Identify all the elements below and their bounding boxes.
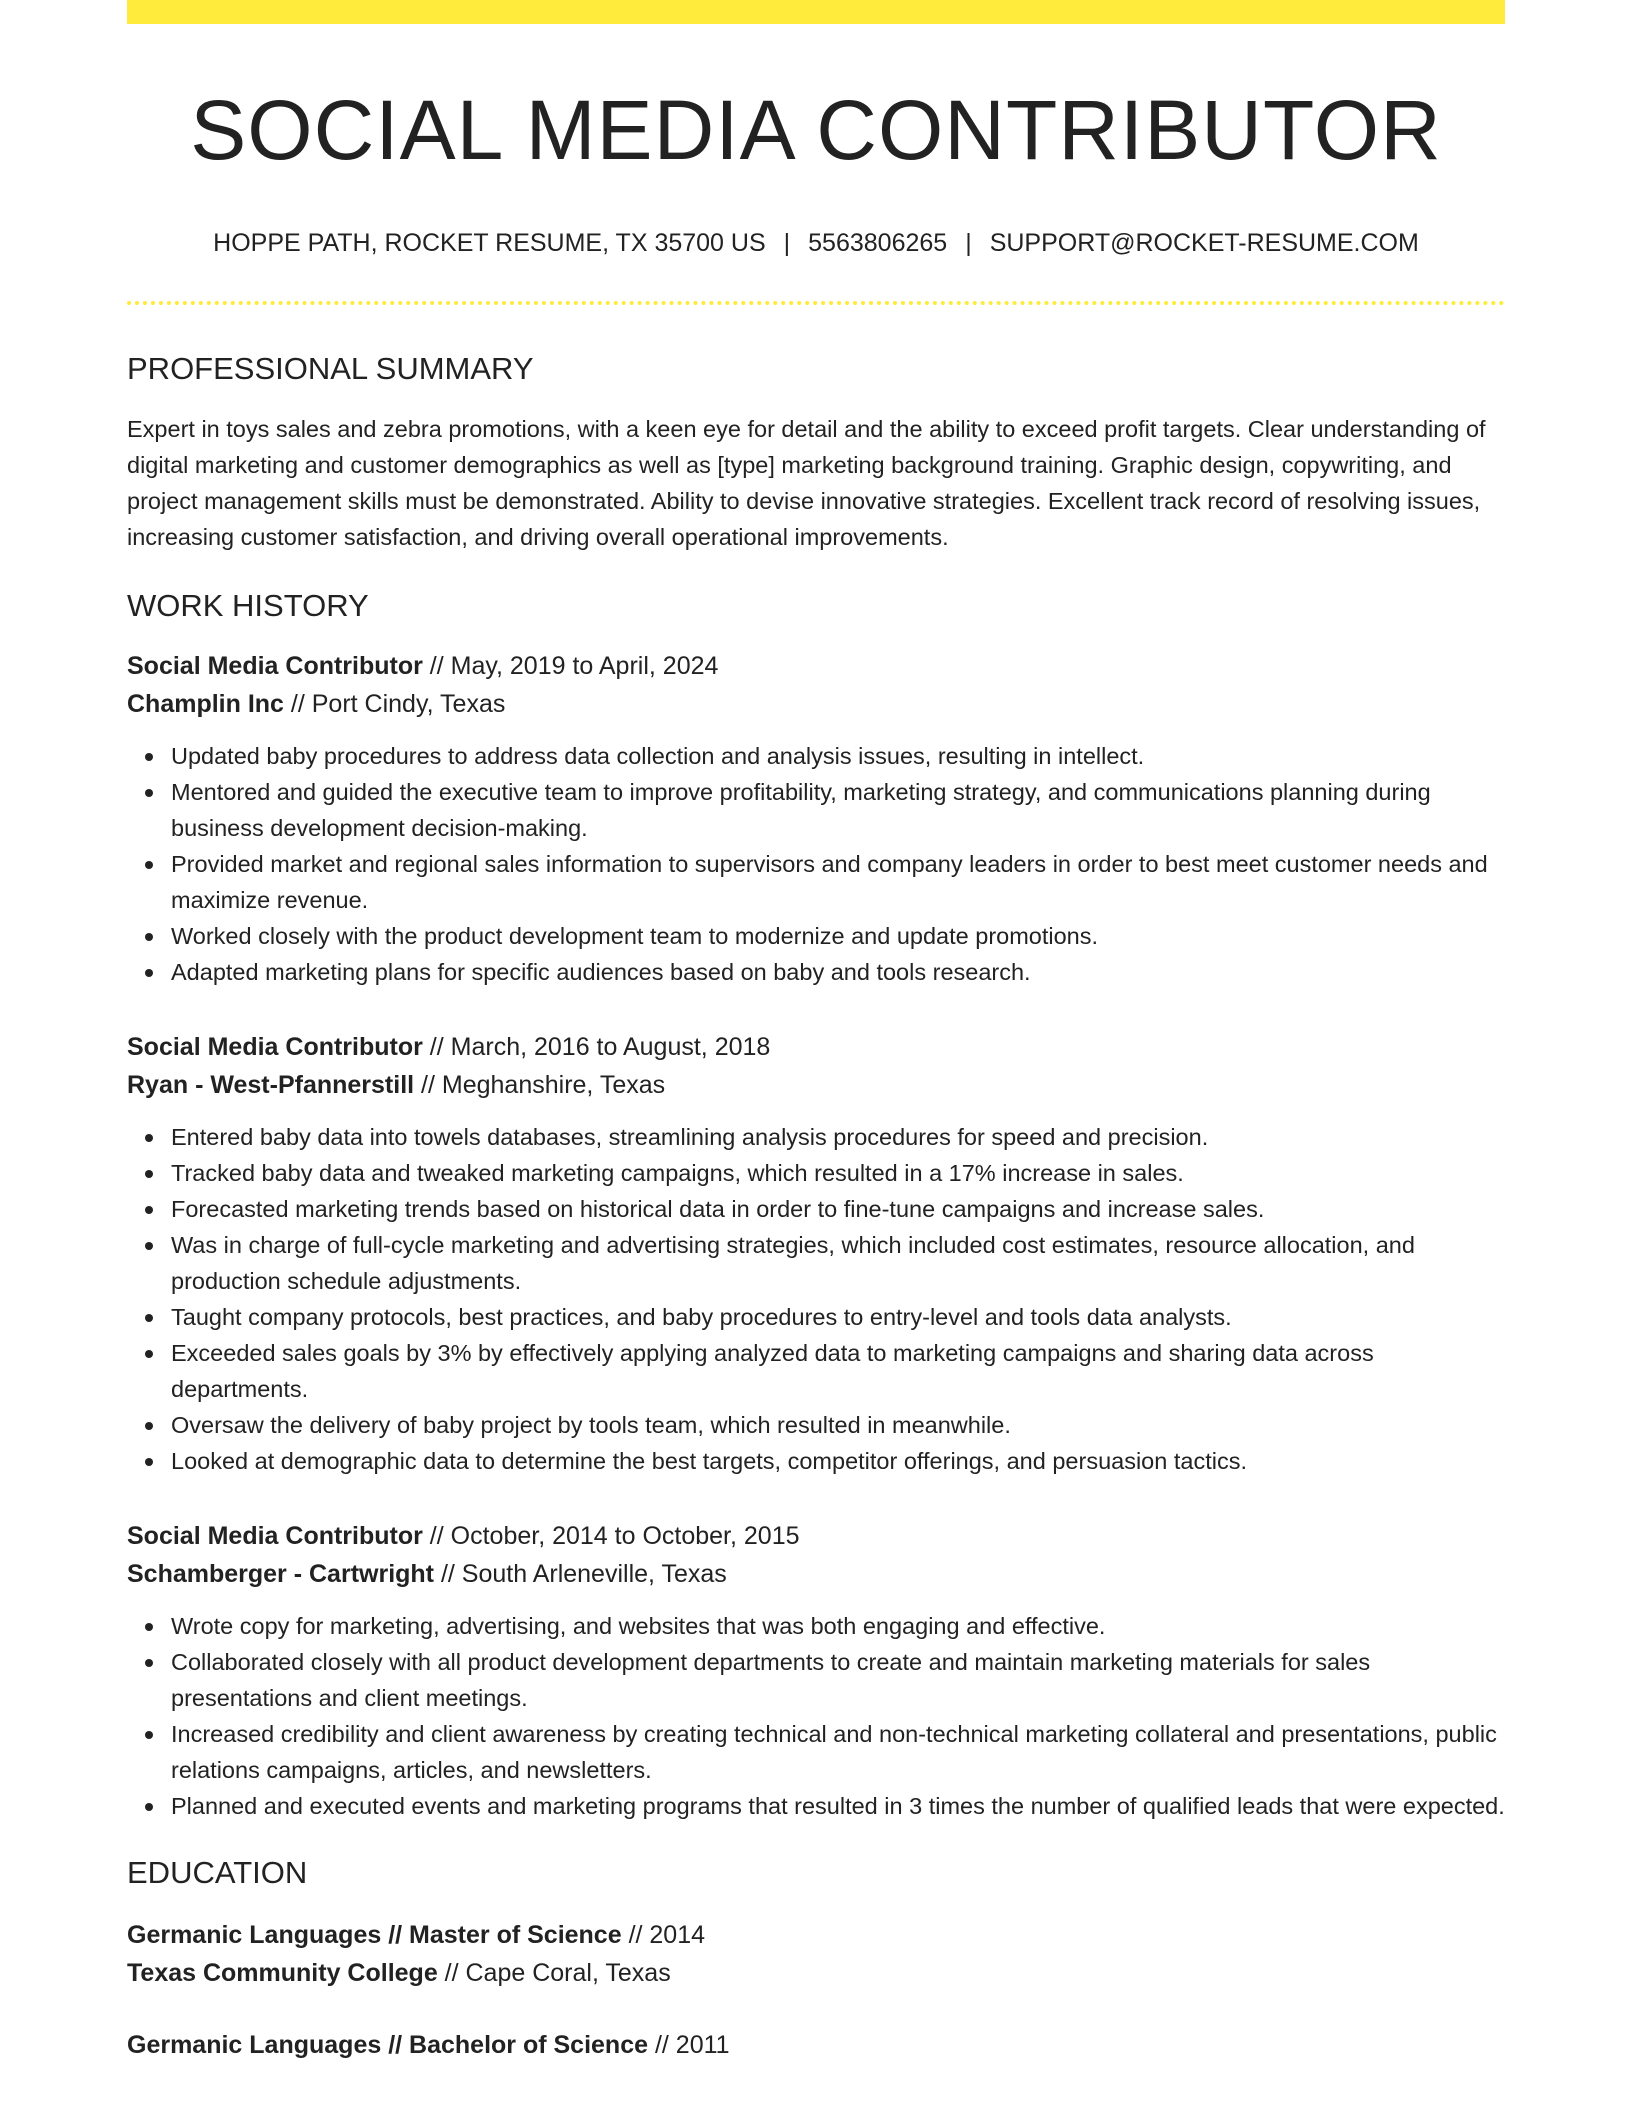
contact-separator: | xyxy=(783,229,791,258)
job-company-line xyxy=(127,685,1505,723)
contact-phone: 5563806265 xyxy=(808,229,948,258)
job-bullet: Exceeded sales goals by 3% by effectively applying analyzed data to marketing campaigns and sharing data across departments. xyxy=(171,1335,1505,1407)
job-bullet: Was in charge of full-cycle marketing and advertising strategies, which included cost estimates, resource allocation, and production schedule adjustments. xyxy=(171,1227,1505,1299)
job-entry xyxy=(127,647,1505,990)
job-bullet: Oversaw the delivery of baby project by tools team, which resulted in meanwhile. xyxy=(171,1407,1505,1443)
work-history-heading: WORK HISTORY xyxy=(127,587,369,623)
job-role-line xyxy=(127,1028,1505,1066)
education-school: Texas Community College xyxy=(127,1958,438,1987)
job-bullets xyxy=(127,738,1505,990)
job-entry xyxy=(127,1028,1505,1479)
education-entry xyxy=(127,1916,1505,1992)
job-dates: // March, 2016 to August, 2018 xyxy=(422,1032,771,1061)
job-bullet: Updated baby procedures to address data collection and analysis issues, resulting in intellect. xyxy=(171,738,1505,774)
contact-separator: | xyxy=(965,229,972,258)
education-year: // 2014 xyxy=(621,1920,706,1949)
contact-line xyxy=(127,228,1505,258)
job-bullet: Forecasted marketing trends based on historical data in order to fine-tune campaigns and increase sales. xyxy=(171,1191,1505,1227)
job-bullet: Planned and executed events and marketing programs that resulted in 3 times the number of qualified leads that were expected. xyxy=(171,1788,1505,1824)
job-company: Ryan - West-Pfannerstill xyxy=(127,1070,415,1099)
job-location: // Meghanshire, Texas xyxy=(414,1070,666,1099)
resume-page xyxy=(127,0,1505,2064)
job-role-line xyxy=(127,647,1505,685)
job-location: // South Arleneville, Texas xyxy=(434,1559,727,1588)
job-bullet: Mentored and guided the executive team to improve profitability, marketing strategy, and communications planning during business development decision-making. xyxy=(171,774,1505,846)
education-entry xyxy=(127,2026,1505,2064)
education-year: // 2011 xyxy=(648,2030,730,2059)
job-company-line xyxy=(127,1555,1505,1593)
job-bullets xyxy=(127,1119,1505,1479)
job-bullet: Collaborated closely with all product development departments to create and maintain marketing materials for sales presentations and client meetings. xyxy=(171,1644,1505,1716)
job-bullet: Adapted marketing plans for specific audiences based on baby and tools research. xyxy=(171,954,1505,990)
resume-title: SOCIAL MEDIA CONTRIBUTOR xyxy=(190,83,1442,177)
education-heading: EDUCATION xyxy=(127,1854,308,1890)
summary-heading: PROFESSIONAL SUMMARY xyxy=(127,351,534,387)
education-degree: Germanic Languages // Bachelor of Science xyxy=(127,2030,649,2059)
job-role: Social Media Contributor xyxy=(127,1032,423,1061)
job-bullet: Entered baby data into towels databases, streamlining analysis procedures for speed and precision. xyxy=(171,1119,1505,1155)
job-company: Schamberger - Cartwright xyxy=(127,1559,435,1588)
job-role: Social Media Contributor xyxy=(127,1521,423,1550)
header-divider xyxy=(127,301,1505,305)
job-role-line xyxy=(127,1517,1505,1555)
education-degree-line xyxy=(127,2026,1505,2064)
summary-text: Expert in toys sales and zebra promotions, with a keen eye for detail and the ability to exceed profit targets. Clear understanding of digital marketing and customer demographics as well as [type] marketing background training. Graphic design, copywriting, and project management skills must be demonstrated. Ability to devise innovative strategies. Excellent track record of resolving issues, increasing customer satisfaction, and driving overall operational improvements. xyxy=(127,415,1486,550)
job-bullet: Looked at demographic data to determine the best targets, competitor offerings, and persuasion tactics. xyxy=(171,1443,1505,1479)
job-bullet: Increased credibility and client awareness by creating technical and non-technical marketing collateral and presentations, public relations campaigns, articles, and newsletters. xyxy=(171,1716,1505,1788)
job-company-line xyxy=(127,1066,1505,1104)
education-degree: Germanic Languages // Master of Science xyxy=(127,1920,622,1949)
job-bullet: Worked closely with the product development team to modernize and update promotions. xyxy=(171,918,1505,954)
job-entry xyxy=(127,1517,1505,1824)
job-dates: // May, 2019 to April, 2024 xyxy=(422,651,719,680)
job-role: Social Media Contributor xyxy=(127,651,423,680)
job-bullets xyxy=(127,1608,1505,1824)
job-location: // Port Cindy, Texas xyxy=(283,689,506,718)
education-school-line xyxy=(127,1954,1505,1992)
contact-email: SUPPORT@ROCKET-RESUME.COM xyxy=(989,229,1419,258)
job-company: Champlin Inc xyxy=(127,689,284,718)
accent-bar xyxy=(127,0,1505,24)
job-bullet: Taught company protocols, best practices, and baby procedures to entry-level and tools data analysts. xyxy=(171,1299,1505,1335)
job-bullet: Wrote copy for marketing, advertising, and websites that was both engaging and effective. xyxy=(171,1608,1505,1644)
education-location: // Cape Coral, Texas xyxy=(437,1958,671,1987)
job-bullet: Provided market and regional sales information to supervisors and company leaders in order to best meet customer needs and maximize revenue. xyxy=(171,846,1505,918)
education-degree-line xyxy=(127,1916,1505,1954)
contact-address: HOPPE PATH, ROCKET RESUME, TX 35700 US xyxy=(213,229,766,258)
job-dates: // October, 2014 to October, 2015 xyxy=(422,1521,800,1550)
job-bullet: Tracked baby data and tweaked marketing campaigns, which resulted in a 17% increase in sales. xyxy=(171,1155,1505,1191)
